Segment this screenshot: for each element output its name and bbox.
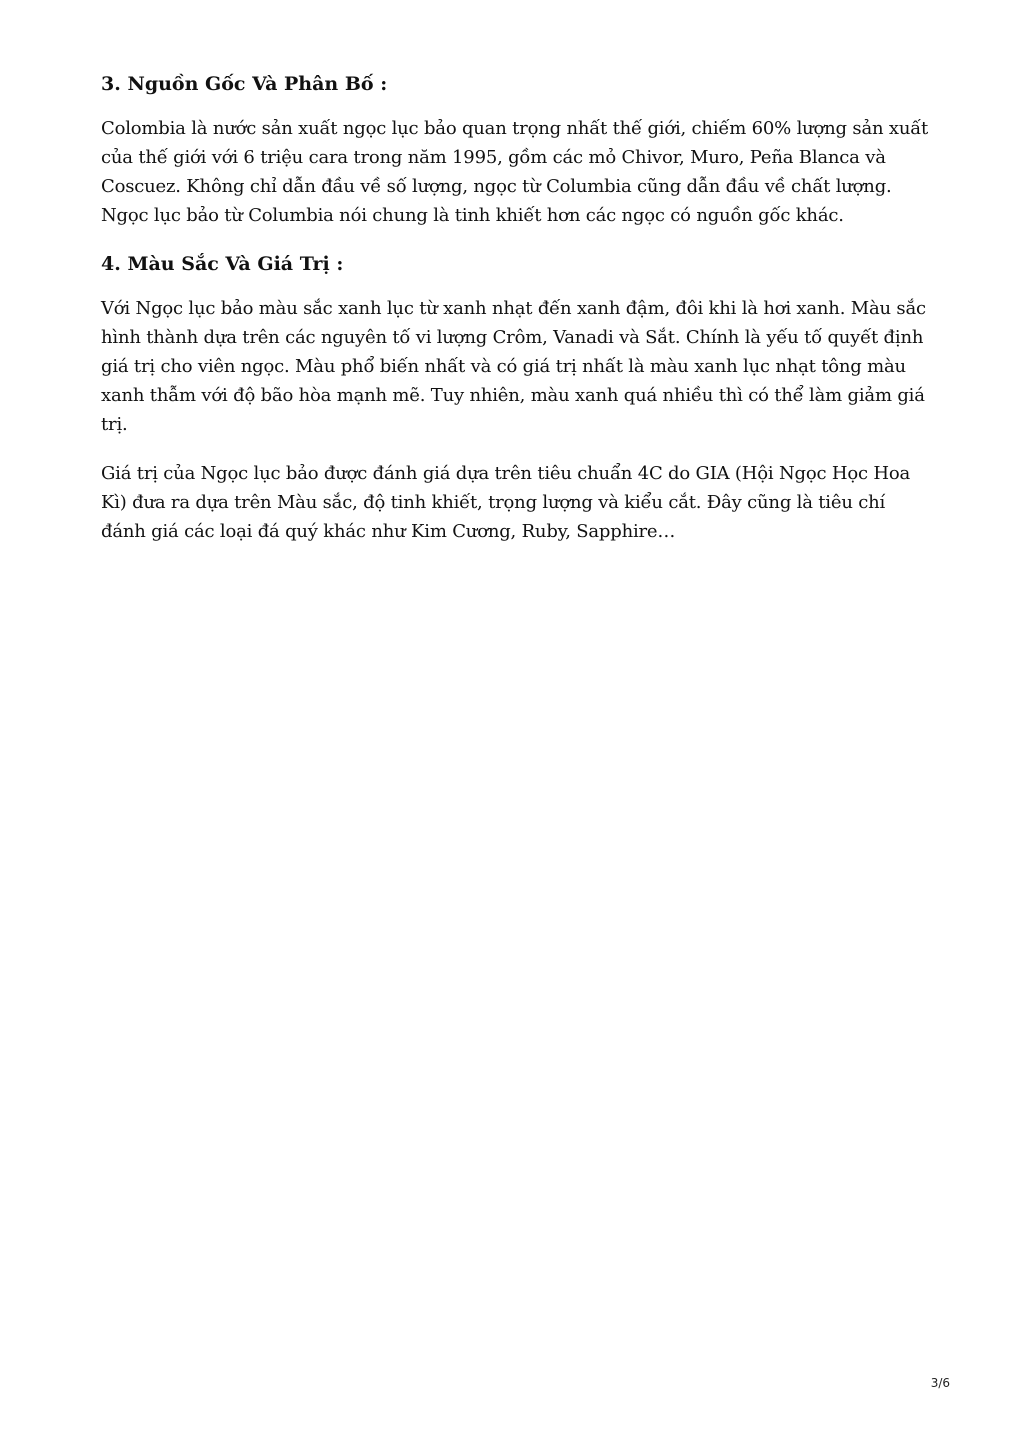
section-color-value bbox=[101, 250, 931, 546]
document-body bbox=[101, 70, 931, 566]
section-heading: 4. Màu Sắc Và Giá Trị : bbox=[101, 253, 344, 275]
paragraph: Colombia là nước sản xuất ngọc lục bảo quan trọng nhất thế giới, chiếm 60% lượng sản xuất của thế giới với 6 triệu cara trong năm 1995, gồm các mỏ Chivor, Muro, Peña Blanca và Coscuez. Không chỉ dẫn đầu về số lượng, ngọc từ Columbia cũng dẫn đầu về chất lượng. Ngọc lục bảo từ Columbia nói chung là tinh khiết hơn các ngọc có nguồn gốc khác. bbox=[101, 118, 929, 226]
page-number: 3/6 bbox=[930, 1376, 950, 1390]
paragraph: Với Ngọc lục bảo màu sắc xanh lục từ xanh nhạt đến xanh đậm, đôi khi là hơi xanh. Màu sắc hình thành dựa trên các nguyên tố vi lượng Crôm, Vanadi và Sắt. Chính là yếu tố quyết định giá trị cho viên ngọc. Màu phổ biến nhất và có giá trị nhất là màu xanh lục nhạt tông màu xanh thẫm với độ bão hòa mạnh mẽ. Tuy nhiên, màu xanh quá nhiều thì có thể làm giảm giá trị. bbox=[101, 298, 926, 435]
section-heading: 3. Nguồn Gốc Và Phân Bố : bbox=[101, 73, 388, 95]
paragraph: Giá trị của Ngọc lục bảo được đánh giá dựa trên tiêu chuẩn 4C do GIA (Hội Ngọc Học Hoa Kì) đưa ra dựa trên Màu sắc, độ tinh khiết, trọng lượng và kiểu cắt. Đây cũng là tiêu chí đánh giá các loại đá quý khác như Kim Cương, Ruby, Sapphire… bbox=[101, 463, 911, 542]
section-origin bbox=[101, 70, 931, 230]
